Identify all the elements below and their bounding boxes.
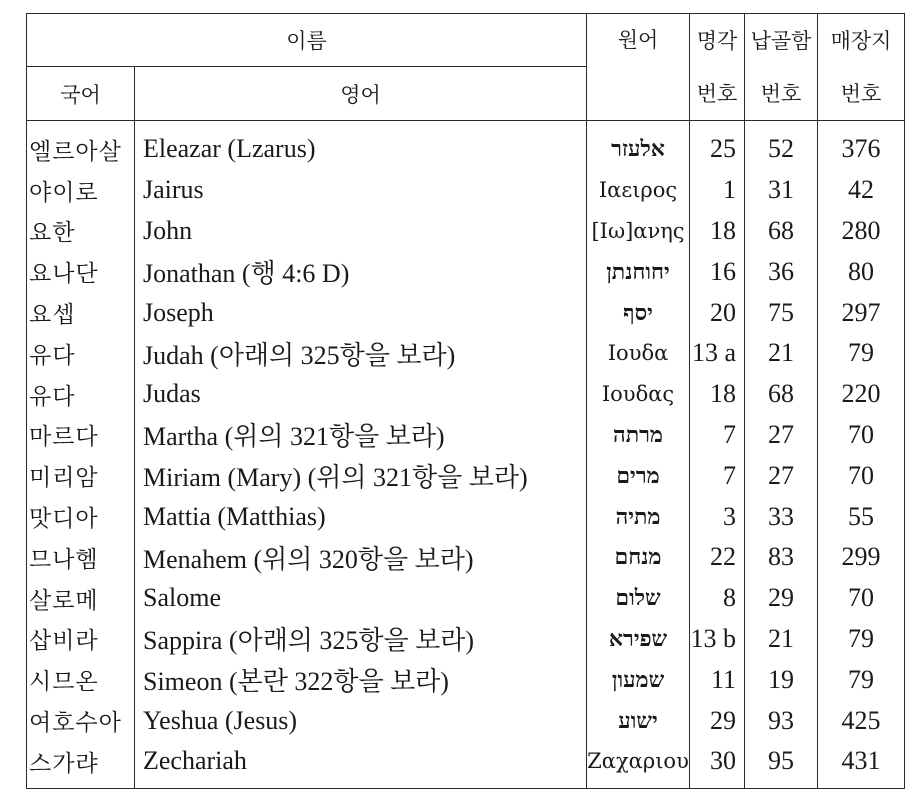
inscription-number-cell: 1 bbox=[690, 170, 745, 211]
burial-site-number-cell: 299 bbox=[818, 537, 905, 578]
english-name-cell: Judas bbox=[135, 374, 587, 415]
korean-name-cell: 스가랴 bbox=[27, 741, 135, 788]
english-name-cell: Judah (아래의 325항을 보라) bbox=[135, 333, 587, 374]
table-row bbox=[27, 292, 905, 333]
burial-site-number-cell: 431 bbox=[818, 741, 905, 788]
english-name-cell: Zechariah bbox=[135, 741, 587, 788]
korean-name-cell: 엘르아살 bbox=[27, 121, 135, 170]
header-inscription-number: 번호 bbox=[690, 67, 745, 121]
korean-name-cell: 삽비라 bbox=[27, 619, 135, 660]
korean-name-cell: 여호수아 bbox=[27, 700, 135, 741]
english-name-cell: Martha (위의 321항을 보라) bbox=[135, 415, 587, 456]
table-row bbox=[27, 374, 905, 415]
ossuary-number-cell: 27 bbox=[745, 455, 818, 496]
english-name-cell: Eleazar (Lzarus) bbox=[135, 121, 587, 170]
korean-name-cell: 시므온 bbox=[27, 659, 135, 700]
table-row bbox=[27, 537, 905, 578]
header-korean: 국어 bbox=[27, 67, 135, 121]
ossuary-number-cell: 21 bbox=[745, 333, 818, 374]
inscription-number-cell: 11 bbox=[690, 659, 745, 700]
inscription-number-cell: 30 bbox=[690, 741, 745, 788]
table-row bbox=[27, 619, 905, 660]
burial-site-number-cell: 70 bbox=[818, 455, 905, 496]
original-name-cell: שמעון bbox=[587, 659, 690, 700]
header-inscription: 명각 bbox=[690, 14, 745, 67]
original-name-cell: [Ιω]ανης bbox=[587, 211, 690, 252]
burial-site-number-cell: 376 bbox=[818, 121, 905, 170]
original-name-cell: יחוחנתן bbox=[587, 251, 690, 292]
korean-name-cell: 마르다 bbox=[27, 415, 135, 456]
burial-site-number-cell: 425 bbox=[818, 700, 905, 741]
ossuary-number-cell: 29 bbox=[745, 578, 818, 619]
original-name-cell: Ζαχαριου bbox=[587, 741, 690, 788]
original-name-cell: מרים bbox=[587, 455, 690, 496]
burial-site-number-cell: 70 bbox=[818, 415, 905, 456]
ossuary-number-cell: 68 bbox=[745, 211, 818, 252]
inscription-number-cell: 18 bbox=[690, 374, 745, 415]
original-name-cell: Ιουδα bbox=[587, 333, 690, 374]
burial-site-number-cell: 280 bbox=[818, 211, 905, 252]
table-row bbox=[27, 333, 905, 374]
ossuary-number-cell: 27 bbox=[745, 415, 818, 456]
burial-site-number-cell: 79 bbox=[818, 659, 905, 700]
ossuary-number-cell: 95 bbox=[745, 741, 818, 788]
table-row bbox=[27, 700, 905, 741]
ossuary-number-cell: 83 bbox=[745, 537, 818, 578]
inscription-number-cell: 20 bbox=[690, 292, 745, 333]
original-name-cell: Ιαειρος bbox=[587, 170, 690, 211]
english-name-cell: Menahem (위의 320항을 보라) bbox=[135, 537, 587, 578]
table-row bbox=[27, 251, 905, 292]
ossuary-number-cell: 93 bbox=[745, 700, 818, 741]
table-row bbox=[27, 455, 905, 496]
english-name-cell: Jonathan (행 4:6 D) bbox=[135, 251, 587, 292]
table-row bbox=[27, 415, 905, 456]
korean-name-cell: 살로메 bbox=[27, 578, 135, 619]
inscription-number-cell: 3 bbox=[690, 496, 745, 537]
inscription-number-cell: 29 bbox=[690, 700, 745, 741]
header-ossuary: 납골함 bbox=[745, 14, 818, 67]
ossuary-number-cell: 68 bbox=[745, 374, 818, 415]
burial-site-number-cell: 55 bbox=[818, 496, 905, 537]
burial-site-number-cell: 79 bbox=[818, 333, 905, 374]
burial-site-number-cell: 79 bbox=[818, 619, 905, 660]
table-row bbox=[27, 496, 905, 537]
inscription-number-cell: 16 bbox=[690, 251, 745, 292]
korean-name-cell: 요셉 bbox=[27, 292, 135, 333]
header-burial-site-number: 번호 bbox=[818, 67, 905, 121]
inscription-number-cell: 22 bbox=[690, 537, 745, 578]
english-name-cell: Yeshua (Jesus) bbox=[135, 700, 587, 741]
header-name: 이름 bbox=[27, 14, 587, 67]
ossuary-number-cell: 31 bbox=[745, 170, 818, 211]
names-table bbox=[26, 13, 905, 789]
original-name-cell: יסף bbox=[587, 292, 690, 333]
table-row bbox=[27, 121, 905, 170]
korean-name-cell: 므나헴 bbox=[27, 537, 135, 578]
korean-name-cell: 유다 bbox=[27, 374, 135, 415]
original-name-cell: שפירא bbox=[587, 619, 690, 660]
original-name-cell: Ιουδας bbox=[587, 374, 690, 415]
english-name-cell: Mattia (Matthias) bbox=[135, 496, 587, 537]
ossuary-number-cell: 75 bbox=[745, 292, 818, 333]
header-ossuary-number: 번호 bbox=[745, 67, 818, 121]
burial-site-number-cell: 297 bbox=[818, 292, 905, 333]
ossuary-number-cell: 33 bbox=[745, 496, 818, 537]
ossuary-number-cell: 52 bbox=[745, 121, 818, 170]
inscription-number-cell: 7 bbox=[690, 415, 745, 456]
inscription-number-cell: 8 bbox=[690, 578, 745, 619]
korean-name-cell: 맛디아 bbox=[27, 496, 135, 537]
english-name-cell: Joseph bbox=[135, 292, 587, 333]
original-name-cell: שלום bbox=[587, 578, 690, 619]
table-row bbox=[27, 211, 905, 252]
original-name-cell: מנחם bbox=[587, 537, 690, 578]
english-name-cell: Miriam (Mary) (위의 321항을 보라) bbox=[135, 455, 587, 496]
ossuary-number-cell: 21 bbox=[745, 619, 818, 660]
english-name-cell: Jairus bbox=[135, 170, 587, 211]
korean-name-cell: 미리암 bbox=[27, 455, 135, 496]
korean-name-cell: 유다 bbox=[27, 333, 135, 374]
inscription-number-cell: 13 b bbox=[690, 619, 745, 660]
header-english: 영어 bbox=[135, 67, 587, 121]
ossuary-number-cell: 36 bbox=[745, 251, 818, 292]
english-name-cell: Salome bbox=[135, 578, 587, 619]
original-name-cell: ישוע bbox=[587, 700, 690, 741]
table-row bbox=[27, 659, 905, 700]
original-name-cell: מרתה bbox=[587, 415, 690, 456]
english-name-cell: Sappira (아래의 325항을 보라) bbox=[135, 619, 587, 660]
ossuary-number-cell: 19 bbox=[745, 659, 818, 700]
original-name-cell: מתיה bbox=[587, 496, 690, 537]
inscription-number-cell: 18 bbox=[690, 211, 745, 252]
table-row bbox=[27, 741, 905, 788]
korean-name-cell: 야이로 bbox=[27, 170, 135, 211]
inscription-number-cell: 25 bbox=[690, 121, 745, 170]
original-name-cell: אלעזר bbox=[587, 121, 690, 170]
korean-name-cell: 요한 bbox=[27, 211, 135, 252]
english-name-cell: Simeon (본란 322항을 보라) bbox=[135, 659, 587, 700]
english-name-cell: John bbox=[135, 211, 587, 252]
table-row bbox=[27, 578, 905, 619]
burial-site-number-cell: 80 bbox=[818, 251, 905, 292]
korean-name-cell: 요나단 bbox=[27, 251, 135, 292]
header-burial-site: 매장지 bbox=[818, 14, 905, 67]
burial-site-number-cell: 220 bbox=[818, 374, 905, 415]
inscription-number-cell: 13 a bbox=[690, 333, 745, 374]
burial-site-number-cell: 42 bbox=[818, 170, 905, 211]
inscription-number-cell: 7 bbox=[690, 455, 745, 496]
header-original: 원어 bbox=[587, 14, 690, 121]
burial-site-number-cell: 70 bbox=[818, 578, 905, 619]
table-row bbox=[27, 170, 905, 211]
